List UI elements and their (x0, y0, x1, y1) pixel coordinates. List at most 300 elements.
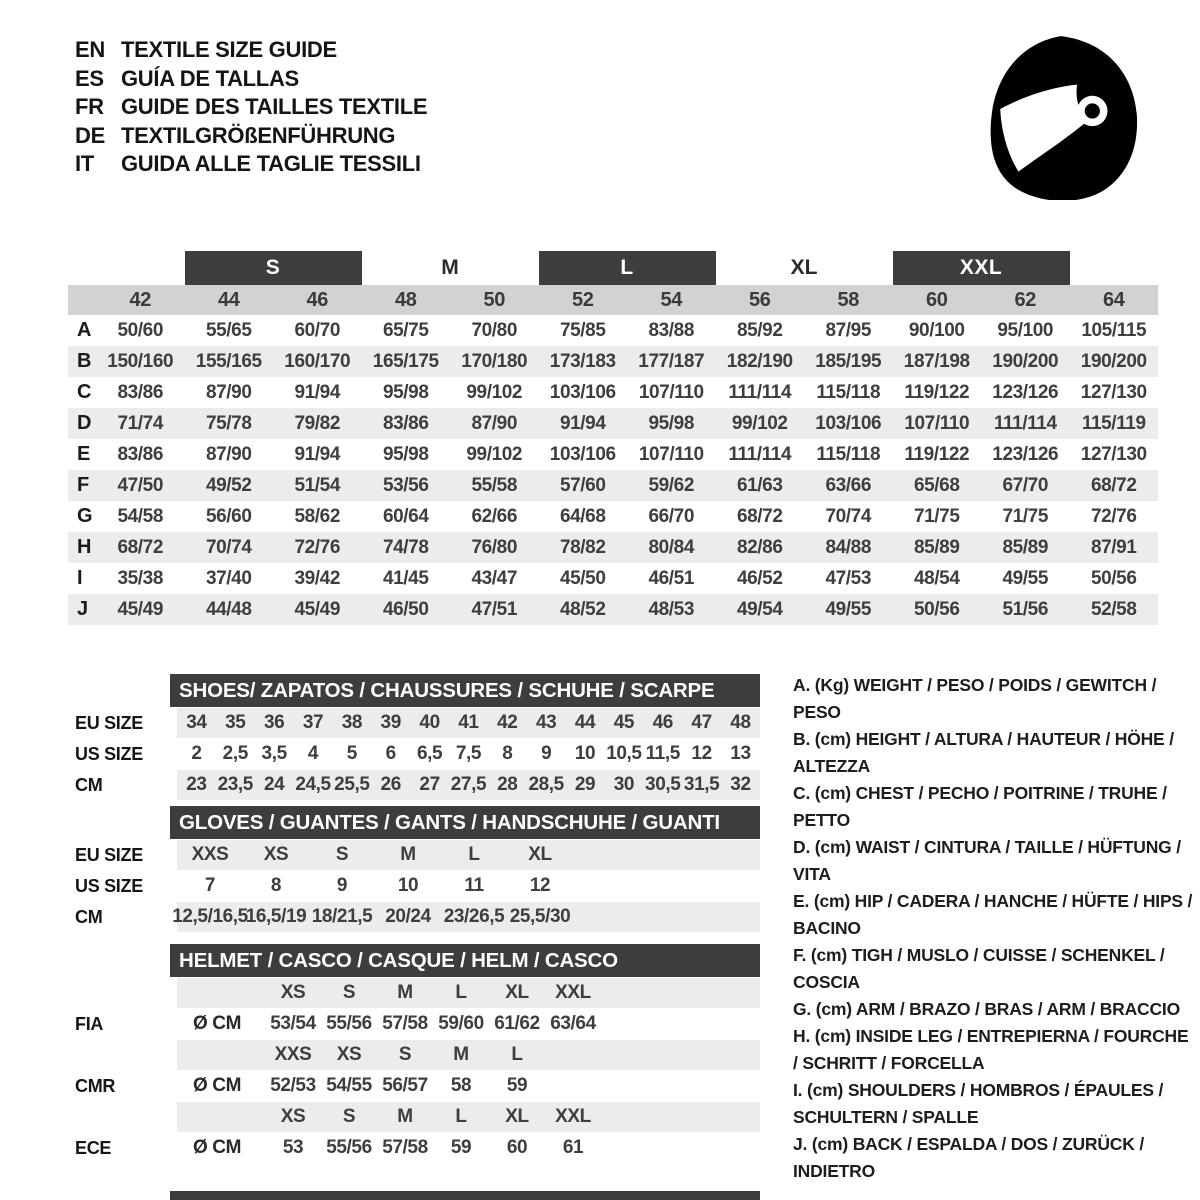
size-cell: 91/94 (294, 381, 341, 403)
size-cell: 90/100 (908, 319, 965, 341)
legend-item (793, 942, 1197, 996)
legend-text: I. (793, 1080, 803, 1100)
size-cell: 64/68 (559, 505, 606, 527)
legend-text: BACK / ESPALDA / DOS / ZURÜCK / INDIETRO (793, 1134, 1145, 1181)
value-cell: 20/24 (385, 906, 431, 927)
value-cell: 34 (186, 712, 207, 733)
language-code: ES (75, 65, 104, 91)
helmet-size-cell: S (398, 1044, 412, 1065)
size-cell: 99/102 (466, 443, 523, 465)
row-label-spacer (68, 1040, 177, 1070)
value-cell: 24 (263, 774, 285, 795)
section-title: GLOVES / GUANTES / GANTS / HANDSCHUHE / GUANTI (170, 806, 760, 839)
legend-text: (cm) (814, 729, 851, 749)
size-cell: 61/63 (736, 474, 783, 496)
value-cell: 12 (691, 743, 712, 764)
numeric-size-cell: 64 (1103, 288, 1125, 311)
size-cell: 105/115 (1081, 319, 1147, 341)
language-row (75, 36, 427, 65)
size-cell: 39/42 (294, 567, 341, 589)
legend-text: HIP / CADERA / HANCHE / HÜFTE / HIPS / BACINO (793, 891, 1193, 938)
size-cell: 62/66 (471, 505, 518, 527)
size-cell: 60/64 (382, 505, 429, 527)
size-cell: 78/82 (559, 536, 606, 558)
value-cell: 23/26,5 (443, 906, 505, 927)
size-band-s: S (185, 251, 362, 285)
value-cell: 12,5/16,5 (172, 906, 248, 927)
size-band-xxl: XXL (893, 251, 1070, 285)
helmet-value-cell: 59 (506, 1075, 528, 1096)
value-cell: 6 (385, 743, 396, 764)
value-cell: 32 (730, 774, 751, 795)
value-cell: 3,5 (261, 743, 287, 764)
value-cell: 2 (191, 743, 202, 764)
value-cell: 28,5 (528, 774, 564, 795)
helmet-size-cell: XXL (555, 1106, 591, 1127)
size-cell: 115/118 (816, 443, 881, 465)
helmet-size-cell: XXS (274, 1044, 312, 1065)
numeric-size-cell: 56 (749, 288, 771, 311)
standard-label: CMR (75, 1075, 116, 1096)
row-letter: F (77, 474, 90, 496)
size-cell: 48/52 (559, 598, 606, 620)
language-code: IT (75, 151, 94, 176)
numeric-size-cell: 42 (129, 288, 151, 311)
value-cell: 13 (730, 743, 751, 764)
cropped-next-section-bar (170, 1191, 760, 1200)
helmet-size-table (68, 944, 760, 1163)
legend-text: (cm) (813, 891, 850, 911)
value-cell: 18/21,5 (311, 906, 373, 927)
diameter-unit: Ø CM (193, 1013, 242, 1034)
helmet-values-row (68, 1071, 760, 1101)
legend-item (793, 1077, 1197, 1131)
size-cell: 68/72 (1090, 474, 1137, 496)
row-values (177, 1009, 760, 1039)
legend-text: J. (793, 1134, 808, 1154)
value-cell: 30,5 (645, 774, 681, 795)
helmet-size-cell: XS (280, 982, 306, 1003)
section-row (68, 708, 760, 738)
value-cell: 23,5 (217, 774, 253, 795)
helmet-size-cell: XL (505, 1106, 529, 1127)
size-cell: 56/60 (205, 505, 252, 527)
size-cell: 83/88 (648, 319, 695, 341)
size-cell: 74/78 (382, 536, 429, 558)
size-cell: 68/72 (117, 536, 164, 558)
numeric-size-cell: 48 (395, 288, 417, 311)
helmet-size-cell: S (342, 982, 356, 1003)
size-cell: 103/106 (549, 443, 616, 465)
size-cell: 50/56 (1090, 567, 1137, 589)
size-cell: 49/55 (1002, 567, 1049, 589)
helmet-size-cell (545, 1040, 601, 1070)
legend-item (793, 834, 1197, 888)
row-label: EU SIZE (75, 712, 143, 733)
legend-item (793, 780, 1197, 834)
legend-text: HEIGHT / ALTURA / HAUTEUR / HÖHE / ALTEZZA (793, 729, 1174, 776)
size-cell: 46/50 (382, 598, 429, 620)
size-cell: 58/62 (294, 505, 341, 527)
guide-title: TEXTILE SIZE GUIDE (121, 37, 337, 62)
value-cell: 4 (307, 743, 319, 764)
size-cell: 60/70 (294, 319, 341, 341)
size-cell: 111/114 (993, 412, 1057, 434)
guide-title: GUÍA DE TALLAS (121, 65, 299, 91)
legend-text: G. (793, 999, 812, 1019)
size-cell: 187/198 (903, 350, 970, 372)
row-letter: B (77, 350, 92, 372)
size-cell: 75/78 (205, 412, 252, 434)
value-cell: 23 (186, 774, 207, 795)
helmet-size-cell: S (342, 1106, 356, 1127)
value-cell: 11,5 (645, 743, 680, 764)
legend-text: (cm) (810, 945, 848, 965)
helmet-value-cell: 61 (562, 1137, 584, 1158)
helmet-value-cell (545, 1071, 601, 1101)
unit-spacer (177, 1102, 265, 1132)
size-cell: 65/75 (382, 319, 429, 341)
size-cell: 85/89 (1002, 536, 1049, 558)
numeric-size-cell: 46 (306, 288, 328, 311)
value-cell: 38 (341, 712, 363, 733)
value-cell: 10,5 (606, 743, 642, 764)
legend-text: A. (793, 675, 811, 695)
size-cell: 46/52 (736, 567, 783, 589)
helmet-value-cell: 53 (282, 1137, 304, 1158)
size-cell: 127/130 (1080, 381, 1147, 403)
size-row-C (68, 377, 1158, 408)
size-cell: 99/102 (466, 381, 523, 403)
value-cell: 7 (204, 875, 216, 896)
size-cell: 160/170 (284, 350, 351, 372)
size-cell: 123/126 (992, 443, 1059, 465)
size-cell: 111/114 (728, 381, 792, 403)
value-cell: 25,5/30 (509, 906, 571, 927)
helmet-value-cell: 59/60 (438, 1013, 484, 1034)
unit-spacer (177, 978, 265, 1008)
helmet-value-cell: 58 (450, 1075, 472, 1096)
helmet-value-cell: 54/55 (326, 1075, 372, 1096)
size-cell: 107/110 (904, 412, 970, 434)
size-cell: 103/106 (815, 412, 882, 434)
helmet-size-cell: L (455, 1106, 467, 1127)
value-cell: 7,5 (455, 743, 482, 764)
measurement-legend (793, 672, 1197, 1185)
size-cell: 75/85 (559, 319, 606, 341)
size-cell: 155/165 (195, 350, 262, 372)
row-values (177, 708, 760, 738)
size-row-A (68, 315, 1158, 346)
language-code: EN (75, 37, 105, 62)
section-row (68, 871, 760, 901)
size-cell: 55/65 (205, 319, 252, 341)
helmet-value-cell: 53/54 (270, 1013, 316, 1034)
language-row (75, 93, 427, 122)
size-row-E (68, 439, 1158, 470)
legend-text: D. (793, 837, 811, 857)
guide-title: TEXTILGRÖßENFÜHRUNG (121, 122, 396, 148)
size-cell: 83/86 (117, 381, 164, 403)
row-values (177, 1071, 760, 1101)
size-cell: 123/126 (992, 381, 1059, 403)
size-cell: 63/66 (825, 474, 872, 496)
value-cell: 5 (346, 743, 357, 764)
row-label-spacer (68, 1102, 177, 1132)
row-values (172, 902, 760, 932)
language-row (75, 65, 427, 94)
helmet-size-cell: XL (505, 982, 529, 1003)
row-values (177, 770, 760, 800)
row-letter: G (77, 505, 93, 527)
size-cell: 70/74 (825, 505, 872, 527)
row-letter: D (77, 412, 92, 434)
value-cell: 10 (397, 875, 419, 896)
value-cell: 26 (380, 774, 401, 795)
size-cell: 45/50 (559, 567, 606, 589)
size-cell: 99/102 (731, 412, 788, 434)
size-cell: 85/92 (736, 319, 783, 341)
value-cell: 47 (691, 712, 712, 733)
size-cell: 119/122 (904, 443, 970, 465)
helmet-values-row (68, 1009, 760, 1039)
size-row-G (68, 501, 1158, 532)
legend-item (793, 672, 1197, 726)
size-cell: 54/58 (117, 505, 164, 527)
row-values (177, 1133, 760, 1163)
size-cell: 72/76 (1090, 505, 1137, 527)
value-cell: 29 (574, 774, 596, 795)
helmet-value-cell: 59 (450, 1137, 472, 1158)
numeric-size-cell: 52 (572, 288, 594, 311)
standard-label: FIA (75, 1013, 104, 1034)
size-cell: 87/90 (205, 381, 252, 403)
numeric-size-cell: 60 (926, 288, 948, 311)
numeric-size-cell: 44 (218, 288, 240, 311)
unit-spacer (177, 1040, 265, 1070)
size-cell: 95/98 (382, 381, 429, 403)
value-cell: 9 (336, 875, 348, 896)
language-code: DE (75, 122, 105, 148)
size-band-row (68, 251, 1158, 285)
row-values (177, 871, 760, 901)
size-cell: 71/75 (913, 505, 960, 527)
value-cell: 9 (541, 743, 552, 764)
size-cell: 48/54 (913, 567, 960, 589)
language-row (75, 150, 427, 179)
size-cell: 48/53 (648, 598, 695, 620)
helmet-size-cell: M (453, 1044, 469, 1065)
size-cell: 85/89 (913, 536, 960, 558)
legend-text: B. (793, 729, 811, 749)
size-cell: 150/160 (107, 350, 174, 372)
legend-item (793, 1023, 1197, 1077)
size-cell: 91/94 (559, 412, 606, 434)
value-cell: 44 (574, 712, 596, 733)
value-cell: 35 (225, 712, 246, 733)
size-cell: 76/80 (471, 536, 518, 558)
legend-text: TIGH / MUSLO / CUISSE / SCHENKEL / COSCIA (793, 945, 1165, 992)
size-cell: 173/183 (549, 350, 616, 372)
guide-title: GUIDE DES TAILLES TEXTILE (121, 94, 428, 119)
helmet-size-cell: XS (280, 1106, 306, 1127)
value-cell: L (468, 844, 480, 865)
numeric-size-cell: 54 (660, 288, 682, 311)
legend-text: INSIDE LEG / ENTREPIERNA / FOURCHE / SCHRITT / FORCELLA (793, 1026, 1189, 1073)
value-cell: 30 (613, 774, 635, 795)
legend-text: (cm) (814, 783, 851, 803)
size-cell: 50/60 (117, 319, 164, 341)
size-cell: 52/58 (1090, 598, 1137, 620)
legend-text: C. (793, 783, 811, 803)
numeric-size-cell: 58 (837, 288, 859, 311)
size-cell: 115/118 (816, 381, 881, 403)
value-cell: 27,5 (450, 774, 487, 795)
size-cell: 51/54 (294, 474, 341, 496)
value-cell: 12 (529, 875, 551, 896)
size-cell: 46/51 (648, 567, 695, 589)
gloves-size-table (68, 806, 760, 932)
size-cell: 55/58 (471, 474, 518, 496)
legend-text: F. (793, 945, 807, 965)
size-cell: 107/110 (638, 443, 704, 465)
legend-text: E. (793, 891, 810, 911)
legend-text: (cm) (814, 1026, 851, 1046)
size-cell: 70/74 (205, 536, 252, 558)
value-cell: 48 (730, 712, 751, 733)
helmet-size-cell: L (511, 1044, 523, 1065)
numeric-size-cell: 50 (483, 288, 505, 311)
size-cell: 71/75 (1002, 505, 1049, 527)
row-label: CM (75, 774, 103, 795)
size-cell: 37/40 (205, 567, 252, 589)
row-values (177, 739, 760, 769)
size-cell: 182/190 (726, 350, 793, 372)
legend-text: (Kg) (814, 675, 849, 695)
size-cell: 170/180 (461, 350, 528, 372)
section-title: SHOES/ ZAPATOS / CHAUSSURES / SCHUHE / SCARPE (170, 674, 760, 707)
size-cell: 87/95 (825, 319, 872, 341)
value-cell: 43 (535, 712, 557, 733)
value-cell: 8 (502, 743, 513, 764)
row-values (177, 978, 760, 1008)
size-band-xl: XL (790, 256, 818, 279)
language-title-list (75, 36, 427, 179)
row-letter: H (77, 536, 92, 558)
size-cell: 87/90 (471, 412, 518, 434)
size-row-D (68, 408, 1158, 439)
legend-item (793, 888, 1197, 942)
size-cell: 72/76 (294, 536, 341, 558)
row-letter: C (77, 381, 92, 403)
size-cell: 185/195 (815, 350, 882, 372)
helmet-size-cell: M (397, 1106, 413, 1127)
value-cell: 42 (497, 712, 518, 733)
row-label: CM (75, 906, 103, 927)
helmet-size-cell: XS (336, 1044, 362, 1065)
row-values (177, 840, 760, 870)
legend-text: CHEST / PECHO / POITRINE / TRUHE / PETTO (793, 783, 1167, 830)
legend-text: (cm) (815, 999, 852, 1019)
value-cell: 6,5 (416, 743, 443, 764)
value-cell: 24,5 (295, 774, 331, 795)
helmet-sizes-row (68, 1102, 760, 1132)
value-cell: 11 (464, 875, 484, 896)
row-letter: J (77, 598, 89, 620)
legend-text: ARM / BRAZO / BRAS / ARM / BRACCIO (855, 999, 1180, 1019)
size-cell: 107/110 (638, 381, 704, 403)
legend-text: (cm) (811, 1134, 849, 1154)
size-cell: 53/56 (382, 474, 429, 496)
legend-text: H. (793, 1026, 811, 1046)
size-cell: 95/100 (997, 319, 1054, 341)
value-cell: 10 (574, 743, 596, 764)
size-cell: 57/60 (559, 474, 606, 496)
diameter-unit: Ø CM (193, 1075, 242, 1096)
size-cell: 45/49 (294, 598, 341, 620)
helmet-size-cell: L (455, 982, 467, 1003)
size-cell: 47/53 (825, 567, 872, 589)
value-cell: 2,5 (222, 743, 248, 764)
size-row-H (68, 532, 1158, 563)
size-cell: 84/88 (825, 536, 872, 558)
size-cell: 95/98 (382, 443, 429, 465)
size-cell: 165/175 (372, 350, 439, 372)
helmet-value-cell: 56/57 (382, 1075, 428, 1096)
legend-text: (cm) (807, 1080, 844, 1100)
size-row-B (68, 346, 1158, 377)
row-label-spacer (68, 978, 177, 1008)
helmet-value-cell: 61/62 (494, 1013, 540, 1034)
value-cell: 40 (419, 712, 440, 733)
helmet-value-cell: 52/53 (270, 1075, 316, 1096)
value-cell: 16,5/19 (245, 906, 307, 927)
size-row-I (68, 563, 1158, 594)
value-cell: 31,5 (683, 774, 720, 795)
size-cell: 47/51 (471, 598, 518, 620)
value-cell: XXS (191, 844, 229, 865)
legend-text: WAIST / CINTURA / TAILLE / HÜFTUNG / VITA (793, 837, 1181, 884)
legend-text: (cm) (814, 837, 851, 857)
size-cell: 66/70 (648, 505, 695, 527)
helmet-size-cell: M (397, 982, 413, 1003)
size-cell: 71/74 (117, 412, 164, 434)
size-cell: 119/122 (904, 381, 970, 403)
row-label: EU SIZE (75, 844, 143, 865)
diameter-unit: Ø CM (193, 1137, 242, 1158)
size-cell: 83/86 (382, 412, 429, 434)
language-row (75, 122, 427, 151)
value-cell: M (400, 844, 416, 865)
size-cell: 177/187 (638, 350, 705, 372)
row-letter: A (77, 319, 92, 341)
size-cell: 87/91 (1090, 536, 1137, 558)
standard-label: ECE (75, 1137, 112, 1158)
size-cell: 87/90 (205, 443, 252, 465)
textile-size-table (68, 251, 1158, 625)
size-cell: 43/47 (471, 567, 518, 589)
size-cell: 47/50 (117, 474, 164, 496)
helmet-sizes-row (68, 978, 760, 1008)
legend-text: WEIGHT / PESO / POIDS / GEWITCH / PESO (793, 675, 1157, 722)
size-cell: 44/48 (205, 598, 252, 620)
language-code: FR (75, 94, 104, 119)
value-cell: 39 (380, 712, 401, 733)
size-band-l: L (539, 251, 716, 285)
row-label: US SIZE (75, 875, 143, 896)
value-cell: S (335, 844, 349, 865)
row-label: US SIZE (75, 743, 143, 764)
